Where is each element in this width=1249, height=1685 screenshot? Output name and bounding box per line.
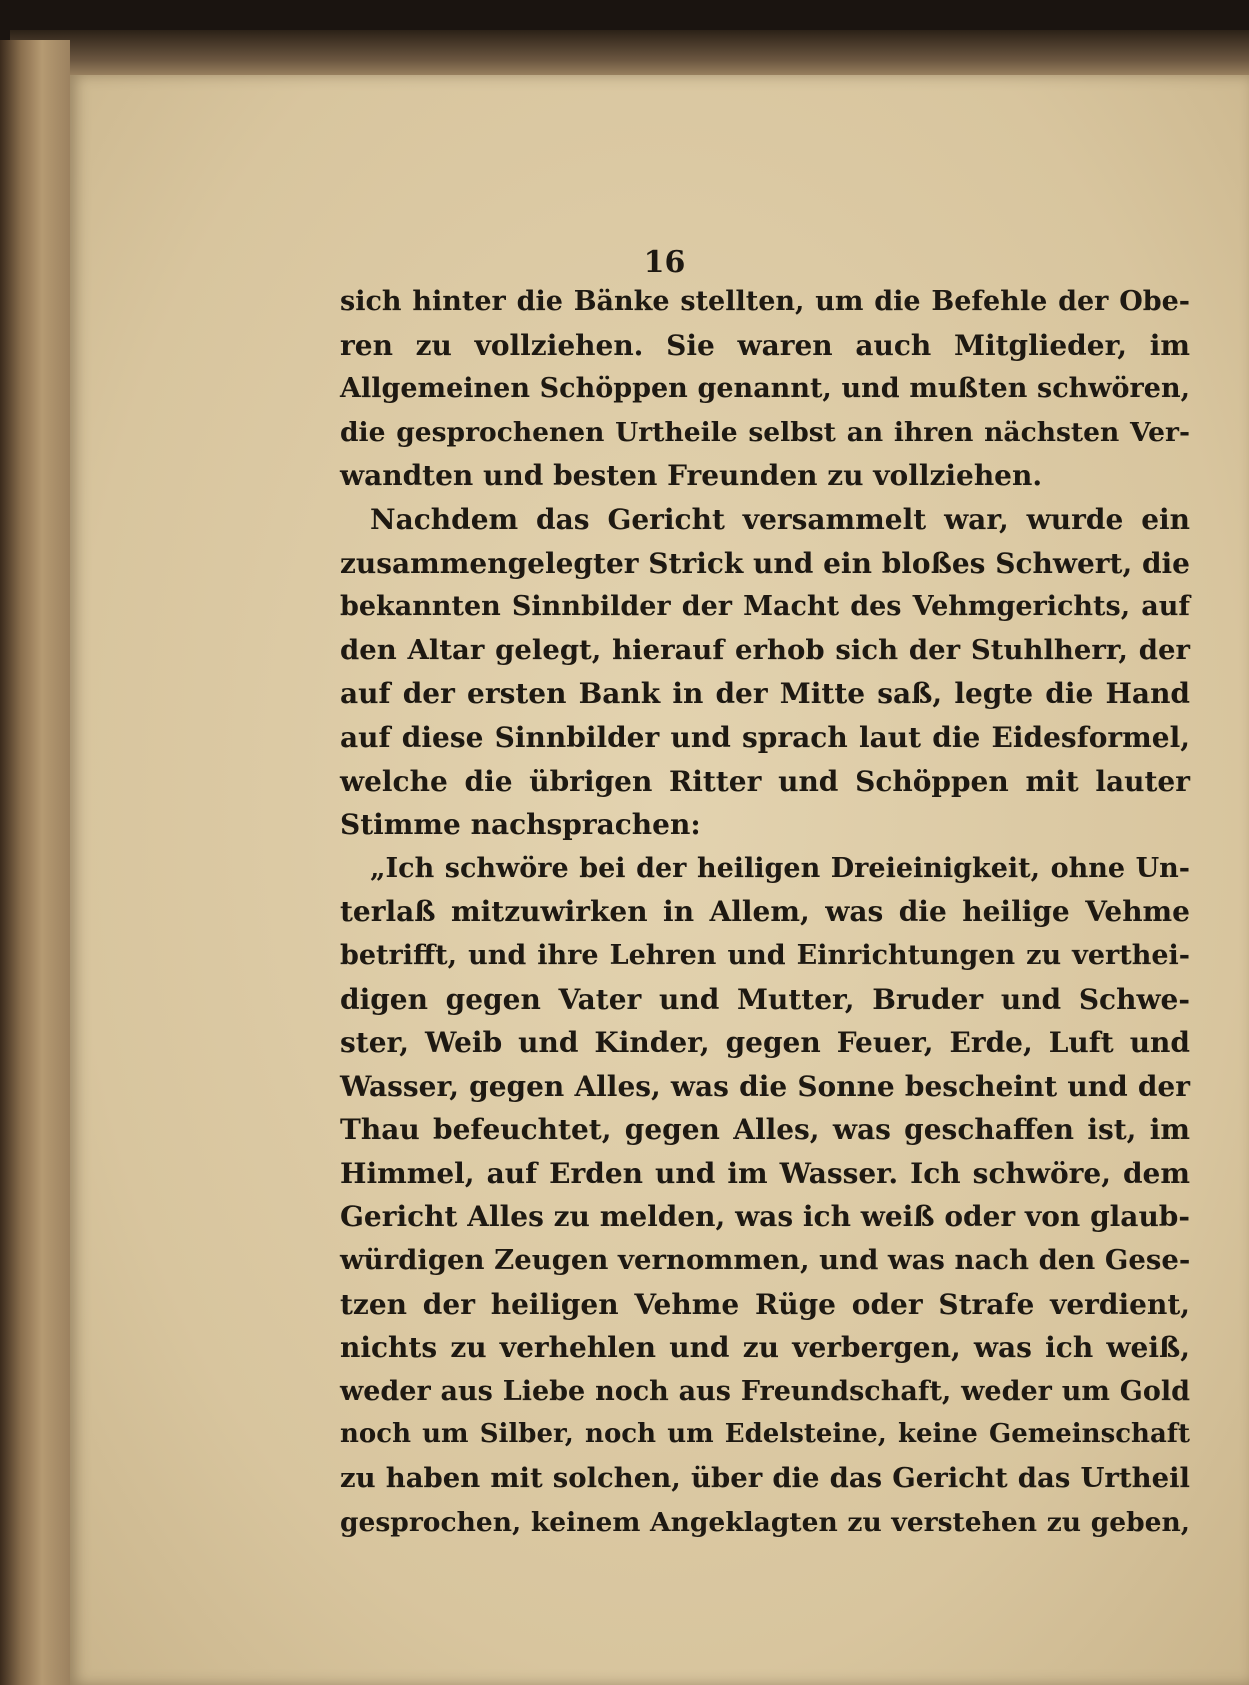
page-text bbox=[340, 280, 1190, 1544]
text-line: welche die übrigen Ritter und Schöppen mit lauter bbox=[340, 764, 1190, 798]
text-line: betrifft, und ihre Lehren und Einrichtungen zu verthei- bbox=[340, 939, 1190, 971]
text-line: nichts zu verhehlen und zu verbergen, was ich weiß, bbox=[340, 1331, 1190, 1365]
text-line: zu haben mit solchen, über die das Gericht das Urtheil bbox=[340, 1462, 1190, 1495]
text-line: den Altar gelegt, hierauf erhob sich der Stuhlherr, der bbox=[340, 633, 1190, 666]
text-line: bekannten Sinnbilder der Macht des Vehmgerichts, auf bbox=[340, 591, 1190, 623]
page-number: 16 bbox=[643, 245, 686, 280]
page-stack-edge bbox=[10, 30, 1249, 80]
text-line: ster, Weib und Kinder, gegen Feuer, Erde, Luft und bbox=[340, 1026, 1190, 1060]
text-line: gesprochen, keinem Angeklagten zu verstehen zu geben, bbox=[340, 1506, 1190, 1538]
text-line: Wasser, gegen Alles, was die Sonne bescheint und der bbox=[340, 1069, 1190, 1103]
text-line: weder aus Liebe noch aus Freundschaft, weder um Gold bbox=[340, 1375, 1190, 1407]
text-line: Gericht Alles zu melden, was ich weiß oder von glaub- bbox=[340, 1200, 1190, 1234]
text-line: terlaß mitzuwirken in Allem, was die heilige Vehme bbox=[340, 895, 1190, 929]
text-line: zusammengelegter Strick und ein bloßes Schwert, die bbox=[340, 546, 1190, 580]
text-line: tzen der heiligen Vehme Rüge oder Strafe verdient, bbox=[340, 1287, 1190, 1321]
text-line: auf der ersten Bank in der Mitte saß, legte die Hand bbox=[340, 677, 1190, 711]
text-line: auf diese Sinnbilder und sprach laut die Eidesformel, bbox=[340, 720, 1190, 754]
text-line: „Ich schwöre bei der heiligen Dreieinigkeit, ohne Un- bbox=[370, 852, 1190, 884]
text-line: sich hinter die Bänke stellten, um die Befehle der Obe- bbox=[340, 286, 1190, 317]
text-line: Thau befeuchtet, gegen Alles, was geschaffen ist, im bbox=[340, 1113, 1190, 1147]
text-line: ren zu vollziehen. Sie waren auch Mitglieder, im bbox=[340, 328, 1190, 362]
text-line: digen gegen Vater und Mutter, Bruder und Schwe- bbox=[340, 982, 1190, 1016]
text-line: noch um Silber, noch um Edelsteine, keine Gemeinschaft bbox=[340, 1419, 1190, 1450]
book-spine-edge bbox=[0, 40, 70, 1685]
text-line: die gesprochenen Urtheile selbst an ihren nächsten Ver- bbox=[340, 416, 1190, 448]
text-line: Himmel, auf Erden und im Wasser. Ich schwöre, dem bbox=[340, 1156, 1190, 1190]
text-line: Stimme nachsprachen: bbox=[340, 808, 701, 842]
text-line: wandten und besten Freunden zu vollziehen. bbox=[340, 459, 1043, 493]
text-line: würdigen Zeugen vernommen, und was nach den Gese- bbox=[340, 1244, 1191, 1277]
text-line: Allgemeinen Schöppen genannt, und mußten schwören, bbox=[340, 373, 1190, 405]
book-page bbox=[70, 75, 1249, 1685]
text-line: Nachdem das Gericht versammelt war, wurde ein bbox=[370, 502, 1190, 536]
